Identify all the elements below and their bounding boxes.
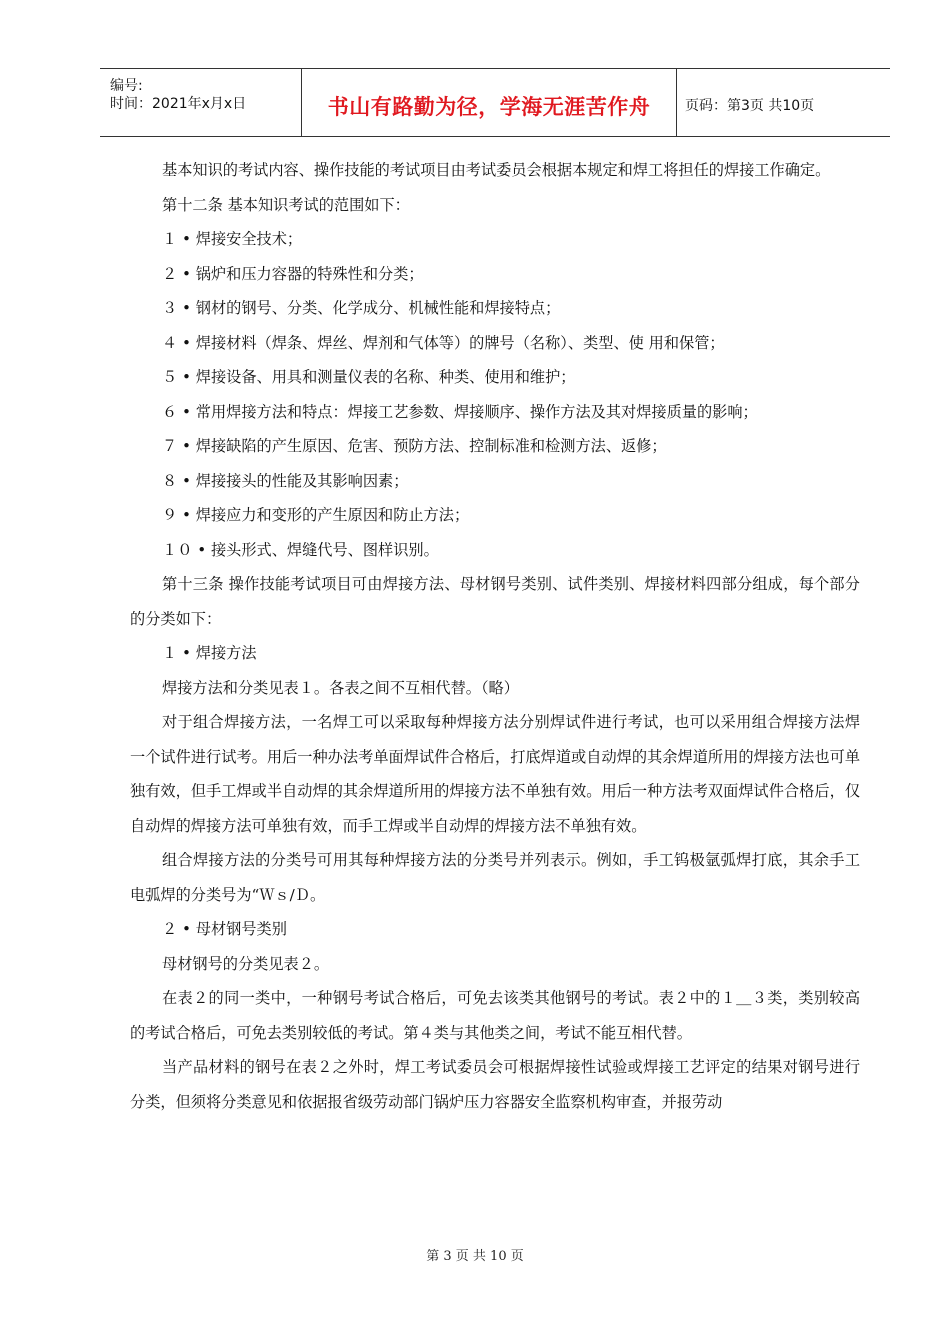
paragraph: 组合焊接方法的分类号可用其每种焊接方法的分类号并列表示。例如，手工钨极氩弧焊打底，其余手工电弧焊的分类号为“Ｗｓ/Ｄ。	[130, 851, 860, 904]
section-heading: １ • 焊接方法	[162, 644, 257, 662]
paragraph: 对于组合焊接方法，一名焊工可以采取每种焊接方法分别焊试件进行考试，也可以采用组合焊接方法焊一个试件进行试考。用后一种办法考单面焊试件合格后，打底焊道或自动焊的其余焊道所用的焊接方法也可单独有效，但手工焊或半自动焊的其余焊道所用的焊接方法不单独有效。用后一种方法考双面焊试件合格后，仅自动焊的焊接方法可单独有效，而手工焊或半自动焊的焊接方法不单独有效。	[130, 713, 860, 835]
paragraph: 在表２的同一类中，一种钢号考试合格后，可免去该类其他钢号的考试。表２中的１＿３类，类别较高的考试合格后，可免去类别较低的考试。第４类与其他类之间，考试不能互相代替。	[130, 989, 860, 1042]
list-item: ３ • 钢材的钢号、分类、化学成分、机械性能和焊接特点；	[162, 299, 561, 317]
paragraph: 基本知识的考试内容、操作技能的考试项目由考试委员会根据本规定和焊工将担任的焊接工作确定。	[162, 161, 831, 179]
time-label: 时间：2021年x月x日	[110, 96, 247, 112]
list-item: ２ • 锅炉和压力容器的特殊性和分类；	[162, 264, 424, 283]
paragraph: 焊接方法和分类见表１。各表之间不互相代替。（略）	[162, 678, 519, 697]
header-right-cell	[677, 69, 890, 136]
list-item: ５ • 焊接设备、用具和测量仪表的名称、种类、使用和维护；	[162, 368, 576, 386]
list-item: ７ • 焊接缺陷的产生原因、危害、预防方法、控制标准和检测方法、返修；	[162, 437, 667, 455]
list-item: ８ • 焊接接头的性能及其影响因素；	[162, 471, 409, 490]
page-header	[100, 68, 890, 137]
page-code: 页码：第3页 共10页	[685, 98, 815, 114]
page-footer: 第 3 页 共 10 页	[426, 1249, 524, 1264]
document-body	[130, 153, 860, 1119]
article-heading: 第十二条 基本知识考试的范围如下：	[162, 195, 410, 214]
list-item: １ • 焊接安全技术；	[162, 230, 303, 248]
code-label: 编号:	[110, 78, 143, 94]
paragraph: 母材钢号的分类见表２。	[162, 954, 330, 973]
list-item: ４ • 焊接材料（焊条、焊丝、焊剂和气体等）的牌号（名称）、类型、使 用和保管；	[162, 333, 725, 352]
paragraph: 当产品材料的钢号在表２之外时，焊工考试委员会可根据焊接性试验或焊接工艺评定的结果对钢号进行分类，但须将分类意见和依据报省级劳动部门锅炉压力容器安全监察机构审查，并报劳动	[130, 1058, 860, 1111]
list-item: ９ • 焊接应力和变形的产生原因和防止方法；	[162, 506, 470, 524]
list-item: １０ • 接头形式、焊缝代号、图样识别。	[162, 540, 439, 559]
section-heading: ２ • 母材钢号类别	[162, 920, 287, 938]
header-middle-cell	[302, 69, 677, 136]
article-heading: 第十三条 操作技能考试项目可由焊接方法、母材钢号类别、试件类别、焊接材料四部分组成，每个部分的分类如下：	[130, 575, 860, 628]
motto-text: 书山有路勤为径，学海无涯苦作舟	[327, 95, 651, 119]
header-left-cell	[100, 69, 302, 136]
list-item: ６ • 常用焊接方法和特点：焊接工艺参数、焊接顺序、操作方法及其对焊接质量的影响；	[162, 402, 758, 421]
